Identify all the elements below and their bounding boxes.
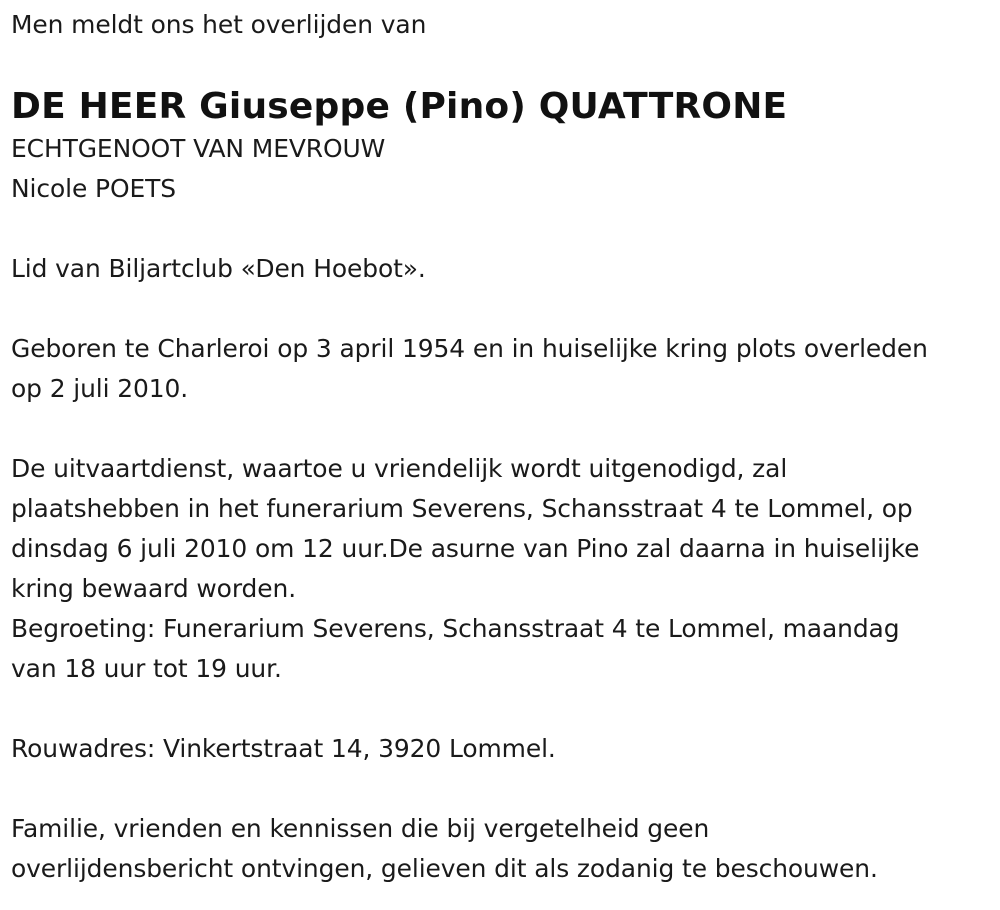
birth-death-paragraph xyxy=(11,329,996,409)
birth-death-line: Geboren te Charleroi op 3 april 1954 en in huiselijke kring plots overleden xyxy=(11,334,928,363)
funeral-paragraph xyxy=(11,449,996,689)
closing-paragraph xyxy=(11,809,996,889)
deceased-name: DE HEER Giuseppe (Pino) QUATTRONE xyxy=(11,86,788,127)
spacer xyxy=(11,289,996,329)
funeral-line: plaatshebben in het funerarium Severens, Schansstraat 4 te Lommel, op xyxy=(11,494,913,523)
spouse-name: Nicole POETS xyxy=(11,174,176,203)
visitation-line: van 18 uur tot 19 uur. xyxy=(11,654,282,683)
funeral-line: dinsdag 6 juli 2010 om 12 uur.De asurne van Pino zal daarna in huiselijke xyxy=(11,534,920,563)
obituary-notice xyxy=(11,0,996,889)
closing-line: Familie, vrienden en kennissen die bij vergetelheid geen xyxy=(11,814,710,843)
closing-line: overlijdensbericht ontvingen, gelieven dit als zodanig te beschouwen. xyxy=(11,854,878,883)
spacer xyxy=(11,689,996,729)
spacer xyxy=(11,409,996,449)
spacer xyxy=(11,769,996,809)
mourning-address: Rouwadres: Vinkertstraat 14, 3920 Lommel. xyxy=(11,734,556,763)
funeral-line: kring bewaard worden. xyxy=(11,574,297,603)
intro-text: Men meldt ons het overlijden van xyxy=(11,10,427,39)
birth-death-line: op 2 juli 2010. xyxy=(11,374,189,403)
spacer xyxy=(11,209,996,249)
spouse-title: ECHTGENOOT VAN MEVROUW xyxy=(11,134,386,163)
visitation-line: Begroeting: Funerarium Severens, Schansstraat 4 te Lommel, maandag xyxy=(11,614,900,643)
membership-text: Lid van Biljartclub «Den Hoebot». xyxy=(11,254,426,283)
funeral-line: De uitvaartdienst, waartoe u vriendelijk wordt uitgenodigd, zal xyxy=(11,454,788,483)
